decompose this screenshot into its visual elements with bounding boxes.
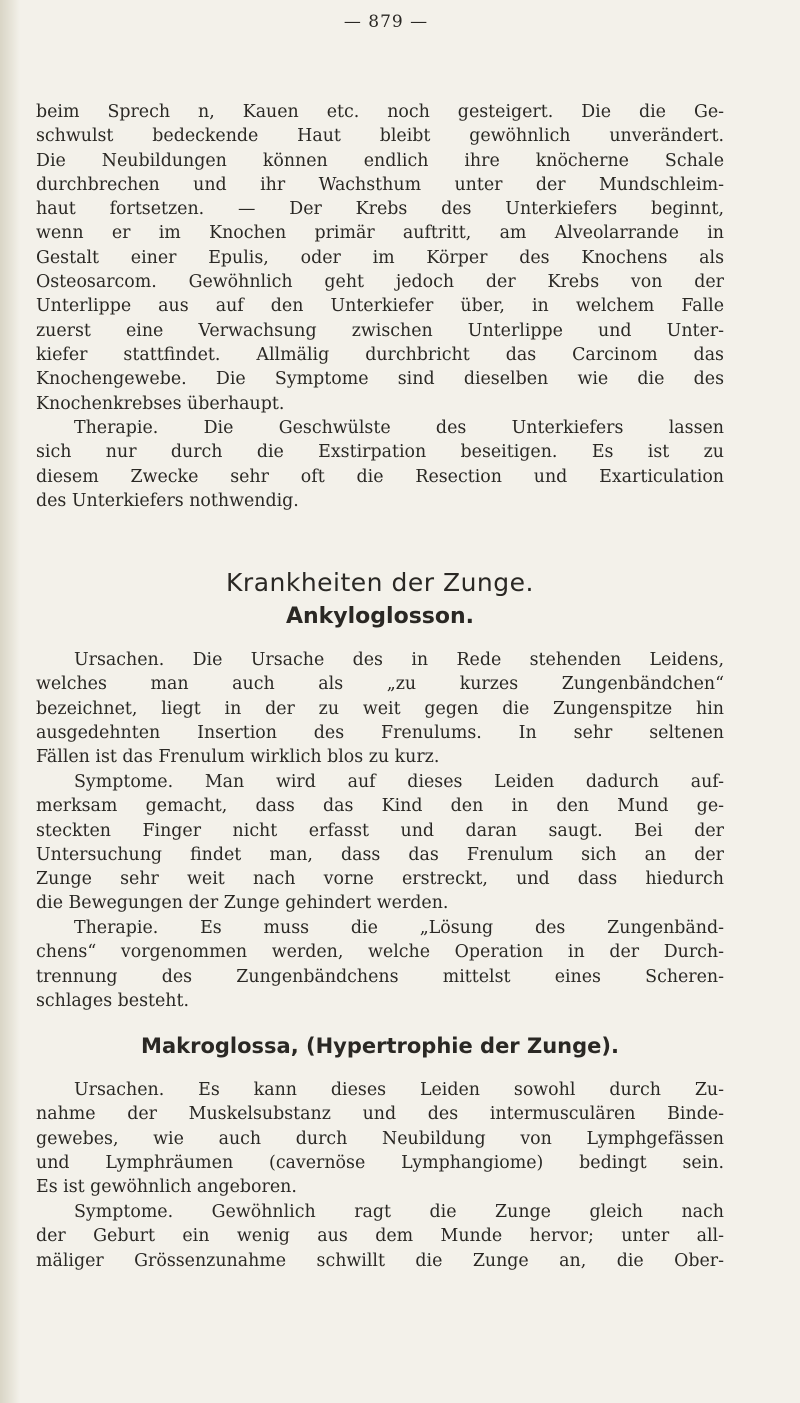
text-line: ausgedehnten Insertion des Frenulums. In sehr seltenen bbox=[36, 722, 724, 743]
text-line: steckten Finger nicht erfasst und daran saugt. Bei der bbox=[36, 820, 724, 841]
text-line: zuerst eine Verwachsung zwischen Unterlippe und Unter- bbox=[36, 320, 724, 341]
text-line: Osteosarcom. Gewöhnlich geht jedoch der Krebs von der bbox=[36, 272, 724, 293]
paragraph-makroglossa-ursachen bbox=[36, 1078, 724, 1199]
text-line: der Geburt ein wenig aus dem Munde hervor; unter all- bbox=[36, 1226, 724, 1247]
text-line: Unterlippe aus auf den Unterkiefer über, in welchem Falle bbox=[36, 296, 724, 317]
text-line: Symptome. Gewöhnlich ragt die Zunge gleich nach bbox=[74, 1202, 724, 1222]
text-line: chens“ vorgenommen werden, welche Operation in der Durch- bbox=[36, 942, 724, 963]
text-line: und Lymphräumen (cavernöse Lymphangiome) bedingt sein. bbox=[36, 1152, 724, 1173]
text-line: Ursachen. Die Ursache des in Rede stehenden Leidens, bbox=[74, 650, 724, 670]
text-line: Es ist gewöhnlich angeboren. bbox=[36, 1177, 297, 1198]
text-line: die Bewegungen der Zunge gehindert werden. bbox=[36, 893, 449, 914]
text-line: schlages besteht. bbox=[36, 990, 190, 1011]
text-line: Symptome. Man wird auf dieses Leiden dadurch auf- bbox=[74, 772, 724, 792]
page-number: — 879 — bbox=[343, 12, 429, 32]
text-line: Therapie. Die Geschwülste des Unterkiefers lassen bbox=[74, 418, 724, 438]
paragraph-unterkiefer-krebs bbox=[36, 100, 724, 416]
text-line: kiefer stattfindet. Allmälig durchbricht das Carcinom das bbox=[36, 344, 724, 365]
text-line: schwulst bedeckende Haut bleibt gewöhnlich unverändert. bbox=[36, 126, 724, 147]
text-line: gewebes, wie auch durch Neubildung von Lymphgefässen bbox=[36, 1128, 724, 1149]
text-line: trennung des Zungenbändchens mittelst eines Scheren- bbox=[36, 966, 724, 987]
subsection-heading: Ankyloglosson. bbox=[285, 604, 475, 629]
text-line: Gestalt einer Epulis, oder im Körper des Knochens als bbox=[36, 247, 724, 268]
text-line: Die Neubildungen können endlich ihre knöcherne Schale bbox=[36, 150, 724, 171]
text-line: bezeichnet, liegt in der zu weit gegen die Zungenspitze hin bbox=[36, 698, 724, 719]
subsection-heading: Makroglossa, (Hypertrophie der Zunge). bbox=[141, 1034, 619, 1058]
text-line: Therapie. Es muss die „Lösung des Zungenbänd- bbox=[74, 918, 724, 938]
text-line: Knochenkrebses überhaupt. bbox=[36, 393, 285, 414]
page-binding-edge bbox=[0, 0, 20, 1403]
text-line: mäliger Grössenzunahme schwillt die Zunge an, die Ober- bbox=[36, 1250, 724, 1271]
text-line: wenn er im Knochen primär auftritt, am Alveolarrande in bbox=[36, 223, 724, 244]
paragraph-ankyloglosson-symptome bbox=[36, 770, 724, 916]
text-line: Zunge sehr weit nach vorne erstreckt, und dass hiedurch bbox=[36, 869, 724, 890]
text-line: nahme der Muskelsubstanz und des intermusculären Binde- bbox=[36, 1104, 724, 1125]
paragraph-ankyloglosson-therapie bbox=[36, 916, 724, 1013]
text-line: haut fortsetzen. — Der Krebs des Unterkiefers beginnt, bbox=[36, 199, 724, 220]
text-line: merksam gemacht, dass das Kind den in den Mund ge- bbox=[36, 796, 724, 817]
text-line: Fällen ist das Frenulum wirklich blos zu kurz. bbox=[36, 747, 440, 768]
text-line: Untersuchung findet man, dass das Frenulum sich an der bbox=[36, 844, 724, 865]
text-line: sich nur durch die Exstirpation beseitigen. Es ist zu bbox=[36, 442, 724, 463]
section-heading: Krankheiten der Zunge. bbox=[226, 568, 534, 597]
paragraph-makroglossa-symptome bbox=[36, 1200, 724, 1273]
paragraph-therapie-unterkiefer bbox=[36, 416, 724, 513]
text-line: des Unterkiefers nothwendig. bbox=[36, 490, 299, 511]
paragraph-ankyloglosson-ursachen bbox=[36, 648, 724, 769]
text-line: Ursachen. Es kann dieses Leiden sowohl durch Zu- bbox=[74, 1080, 724, 1100]
text-line: beim Sprech n, Kauen etc. noch gesteigert. Die die Ge- bbox=[36, 102, 724, 122]
text-line: durchbrechen und ihr Wachsthum unter der Mundschleim- bbox=[36, 174, 724, 195]
text-line: welches man auch als „zu kurzes Zungenbändchen“ bbox=[36, 674, 724, 695]
text-line: Knochengewebe. Die Symptome sind dieselben wie die des bbox=[36, 369, 724, 390]
text-line: diesem Zwecke sehr oft die Resection und Exarticulation bbox=[36, 466, 724, 487]
